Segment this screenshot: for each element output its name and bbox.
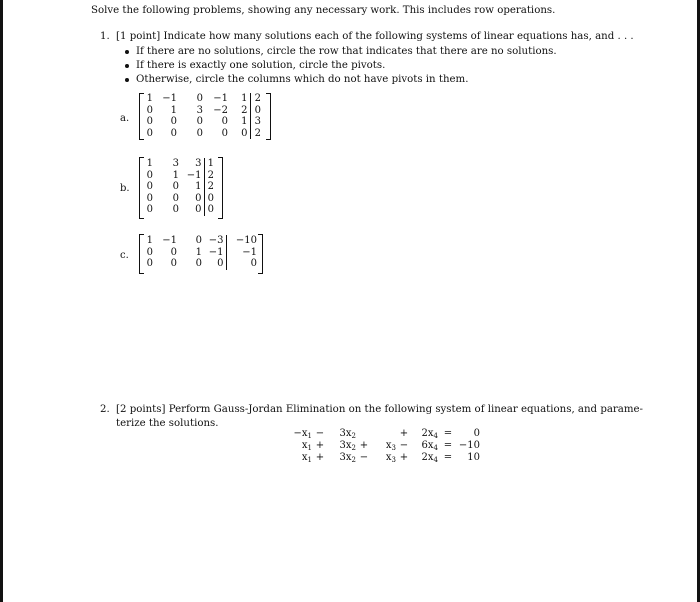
matrix-c <box>139 234 263 274</box>
equation-token: + <box>315 440 325 451</box>
matrix-entry: 0 <box>221 116 228 127</box>
matrix-entry: 3 <box>250 116 262 128</box>
matrix-entry: 0 <box>146 181 153 192</box>
equation-token: $x_1$ <box>301 440 312 452</box>
equation-token: $3x_2$ <box>339 452 356 464</box>
matrix-entry: 0 <box>146 246 153 258</box>
matrix-entry: 0 <box>204 193 215 205</box>
matrix-entry: 0 <box>170 246 177 258</box>
matrix-entry: 1 <box>204 158 215 170</box>
matrix-entry: 0 <box>172 204 179 215</box>
matrix-entry: 2 <box>204 181 215 193</box>
matrix-row <box>143 181 215 193</box>
matrix-entry: 0 <box>146 258 153 269</box>
bullet-text-2: If there is exactly one solution, circle the pivots. <box>136 60 386 71</box>
matrix-entry: 0 <box>250 105 262 117</box>
matrix-entry: 2 <box>250 93 262 105</box>
problem2-line2: terize the solutions. <box>116 418 219 429</box>
matrix-entry: 0 <box>226 258 258 270</box>
equation-token: + <box>359 440 369 451</box>
equation-token: + <box>399 428 409 439</box>
problem1-number: 1. <box>100 31 110 42</box>
matrix-entry: 0 <box>146 116 153 127</box>
matrix-entry: −1 <box>162 235 177 246</box>
matrix-entry: 1 <box>146 235 153 246</box>
bullet-text-1: If there are no solutions, circle the row that indicates that there are no solutions. <box>136 46 557 57</box>
bullet-text-3: Otherwise, circle the columns which do not have pivots in them. <box>136 74 469 85</box>
matrix-entry: 3 <box>195 158 202 169</box>
matrix-row <box>143 258 258 270</box>
matrix-entry: −1 <box>226 247 258 259</box>
equation-token: = <box>443 428 453 439</box>
matrix-entry: 0 <box>221 127 228 139</box>
matrix-entry: 0 <box>146 169 153 181</box>
intro-text: Solve the following problems, showing any necessary work. This includes row operations. <box>91 5 556 16</box>
matrix-entry: 0 <box>146 192 153 204</box>
equation-system <box>284 428 480 464</box>
matrix-entry: 3 <box>196 104 203 116</box>
matrix-row <box>143 93 262 105</box>
matrix-entry: 0 <box>170 116 177 127</box>
matrix-entry: −1 <box>186 169 202 181</box>
equation-token: − <box>359 452 369 463</box>
bullet-icon <box>125 78 129 82</box>
matrix-entry: 0 <box>217 258 224 269</box>
matrix-entry: −10 <box>226 235 258 247</box>
equation-token: $3x_2$ <box>339 440 356 452</box>
bullet-icon <box>125 64 129 68</box>
matrix-entry: 3 <box>172 158 179 169</box>
matrix-row <box>143 128 262 140</box>
matrix-entry: 0 <box>196 116 203 127</box>
matrix-b <box>139 157 223 219</box>
matrix-row <box>143 193 215 205</box>
matrix-entry: 0 <box>170 127 177 139</box>
matrix-a <box>139 93 271 140</box>
equation-token: $2x_4$ <box>421 428 438 440</box>
matrix-entry: 2 <box>204 170 215 182</box>
problem1-text: [1 point] Indicate how many solutions each of the following systems of linear equations has, and . . . <box>116 31 634 42</box>
matrix-row <box>143 170 215 182</box>
equation-token: $x_3$ <box>385 440 396 452</box>
equation-token: + <box>399 452 409 463</box>
label-c: c. <box>120 250 129 261</box>
matrix-entry: 0 <box>241 127 248 139</box>
matrix-entry: −2 <box>213 104 228 116</box>
equation-row <box>284 452 480 464</box>
equation-token: $2x_4$ <box>421 452 438 464</box>
matrix-entry: 0 <box>146 127 153 139</box>
matrix-entry: 0 <box>170 258 177 269</box>
bullet-icon <box>125 50 129 54</box>
matrix-row <box>143 105 262 117</box>
equation-token: $x_3$ <box>385 452 396 464</box>
equation-token: + <box>315 452 325 463</box>
matrix-entry: 0 <box>146 104 153 116</box>
equation-token: = <box>443 452 453 463</box>
equation-token: −10 <box>458 440 480 451</box>
matrix-entry: 0 <box>172 181 179 192</box>
matrix-row <box>143 235 258 247</box>
equation-token: $-x_1$ <box>293 428 312 440</box>
matrix-entry: 1 <box>241 116 248 127</box>
matrix-entry: 2 <box>250 128 262 140</box>
matrix-entry: 0 <box>195 192 202 204</box>
matrix-entry: 0 <box>195 204 202 215</box>
equation-token: − <box>399 440 409 451</box>
equation-token: 10 <box>467 452 480 463</box>
matrix-entry: 0 <box>204 204 215 216</box>
matrix-entry: 0 <box>195 258 202 269</box>
matrix-entry: −1 <box>208 246 224 258</box>
equation-token: $x_1$ <box>301 452 312 464</box>
matrix-entry: −1 <box>213 93 228 104</box>
matrix-entry: 1 <box>172 169 179 181</box>
label-a: a. <box>120 113 130 124</box>
equation-token: 0 <box>473 428 480 439</box>
matrix-entry: 1 <box>146 158 153 169</box>
equation-token: − <box>315 428 325 439</box>
matrix-entry: −1 <box>162 93 177 104</box>
matrix-entry: 0 <box>146 204 153 215</box>
matrix-entry: 0 <box>196 93 203 104</box>
problem2-number: 2. <box>100 404 110 415</box>
label-b: b. <box>120 183 130 194</box>
left-border <box>0 0 3 602</box>
matrix-entry: 1 <box>241 93 248 104</box>
matrix-entry: 1 <box>195 246 202 258</box>
matrix-entry: 0 <box>172 192 179 204</box>
matrix-entry: 1 <box>146 93 153 104</box>
matrix-row <box>143 247 258 259</box>
matrix-entry: 1 <box>195 181 202 192</box>
equation-token <box>358 428 370 440</box>
matrix-entry: 0 <box>196 127 203 139</box>
matrix-row <box>143 158 215 170</box>
equation-token: $6x_4$ <box>421 440 438 452</box>
matrix-entry: 2 <box>241 104 248 116</box>
matrix-row <box>143 116 262 128</box>
equation-token <box>370 428 398 440</box>
equation-token: = <box>443 440 453 451</box>
equation-token: $3x_2$ <box>339 428 356 440</box>
equation-row <box>284 440 480 452</box>
matrix-entry: −3 <box>208 235 224 246</box>
matrix-entry: 0 <box>195 235 202 246</box>
matrix-entry: 1 <box>170 104 177 116</box>
problem2-line1: [2 points] Perform Gauss-Jordan Elimination on the following system of linear equations, and parame- <box>116 404 643 415</box>
matrix-row <box>143 204 215 216</box>
equation-row <box>284 428 480 440</box>
